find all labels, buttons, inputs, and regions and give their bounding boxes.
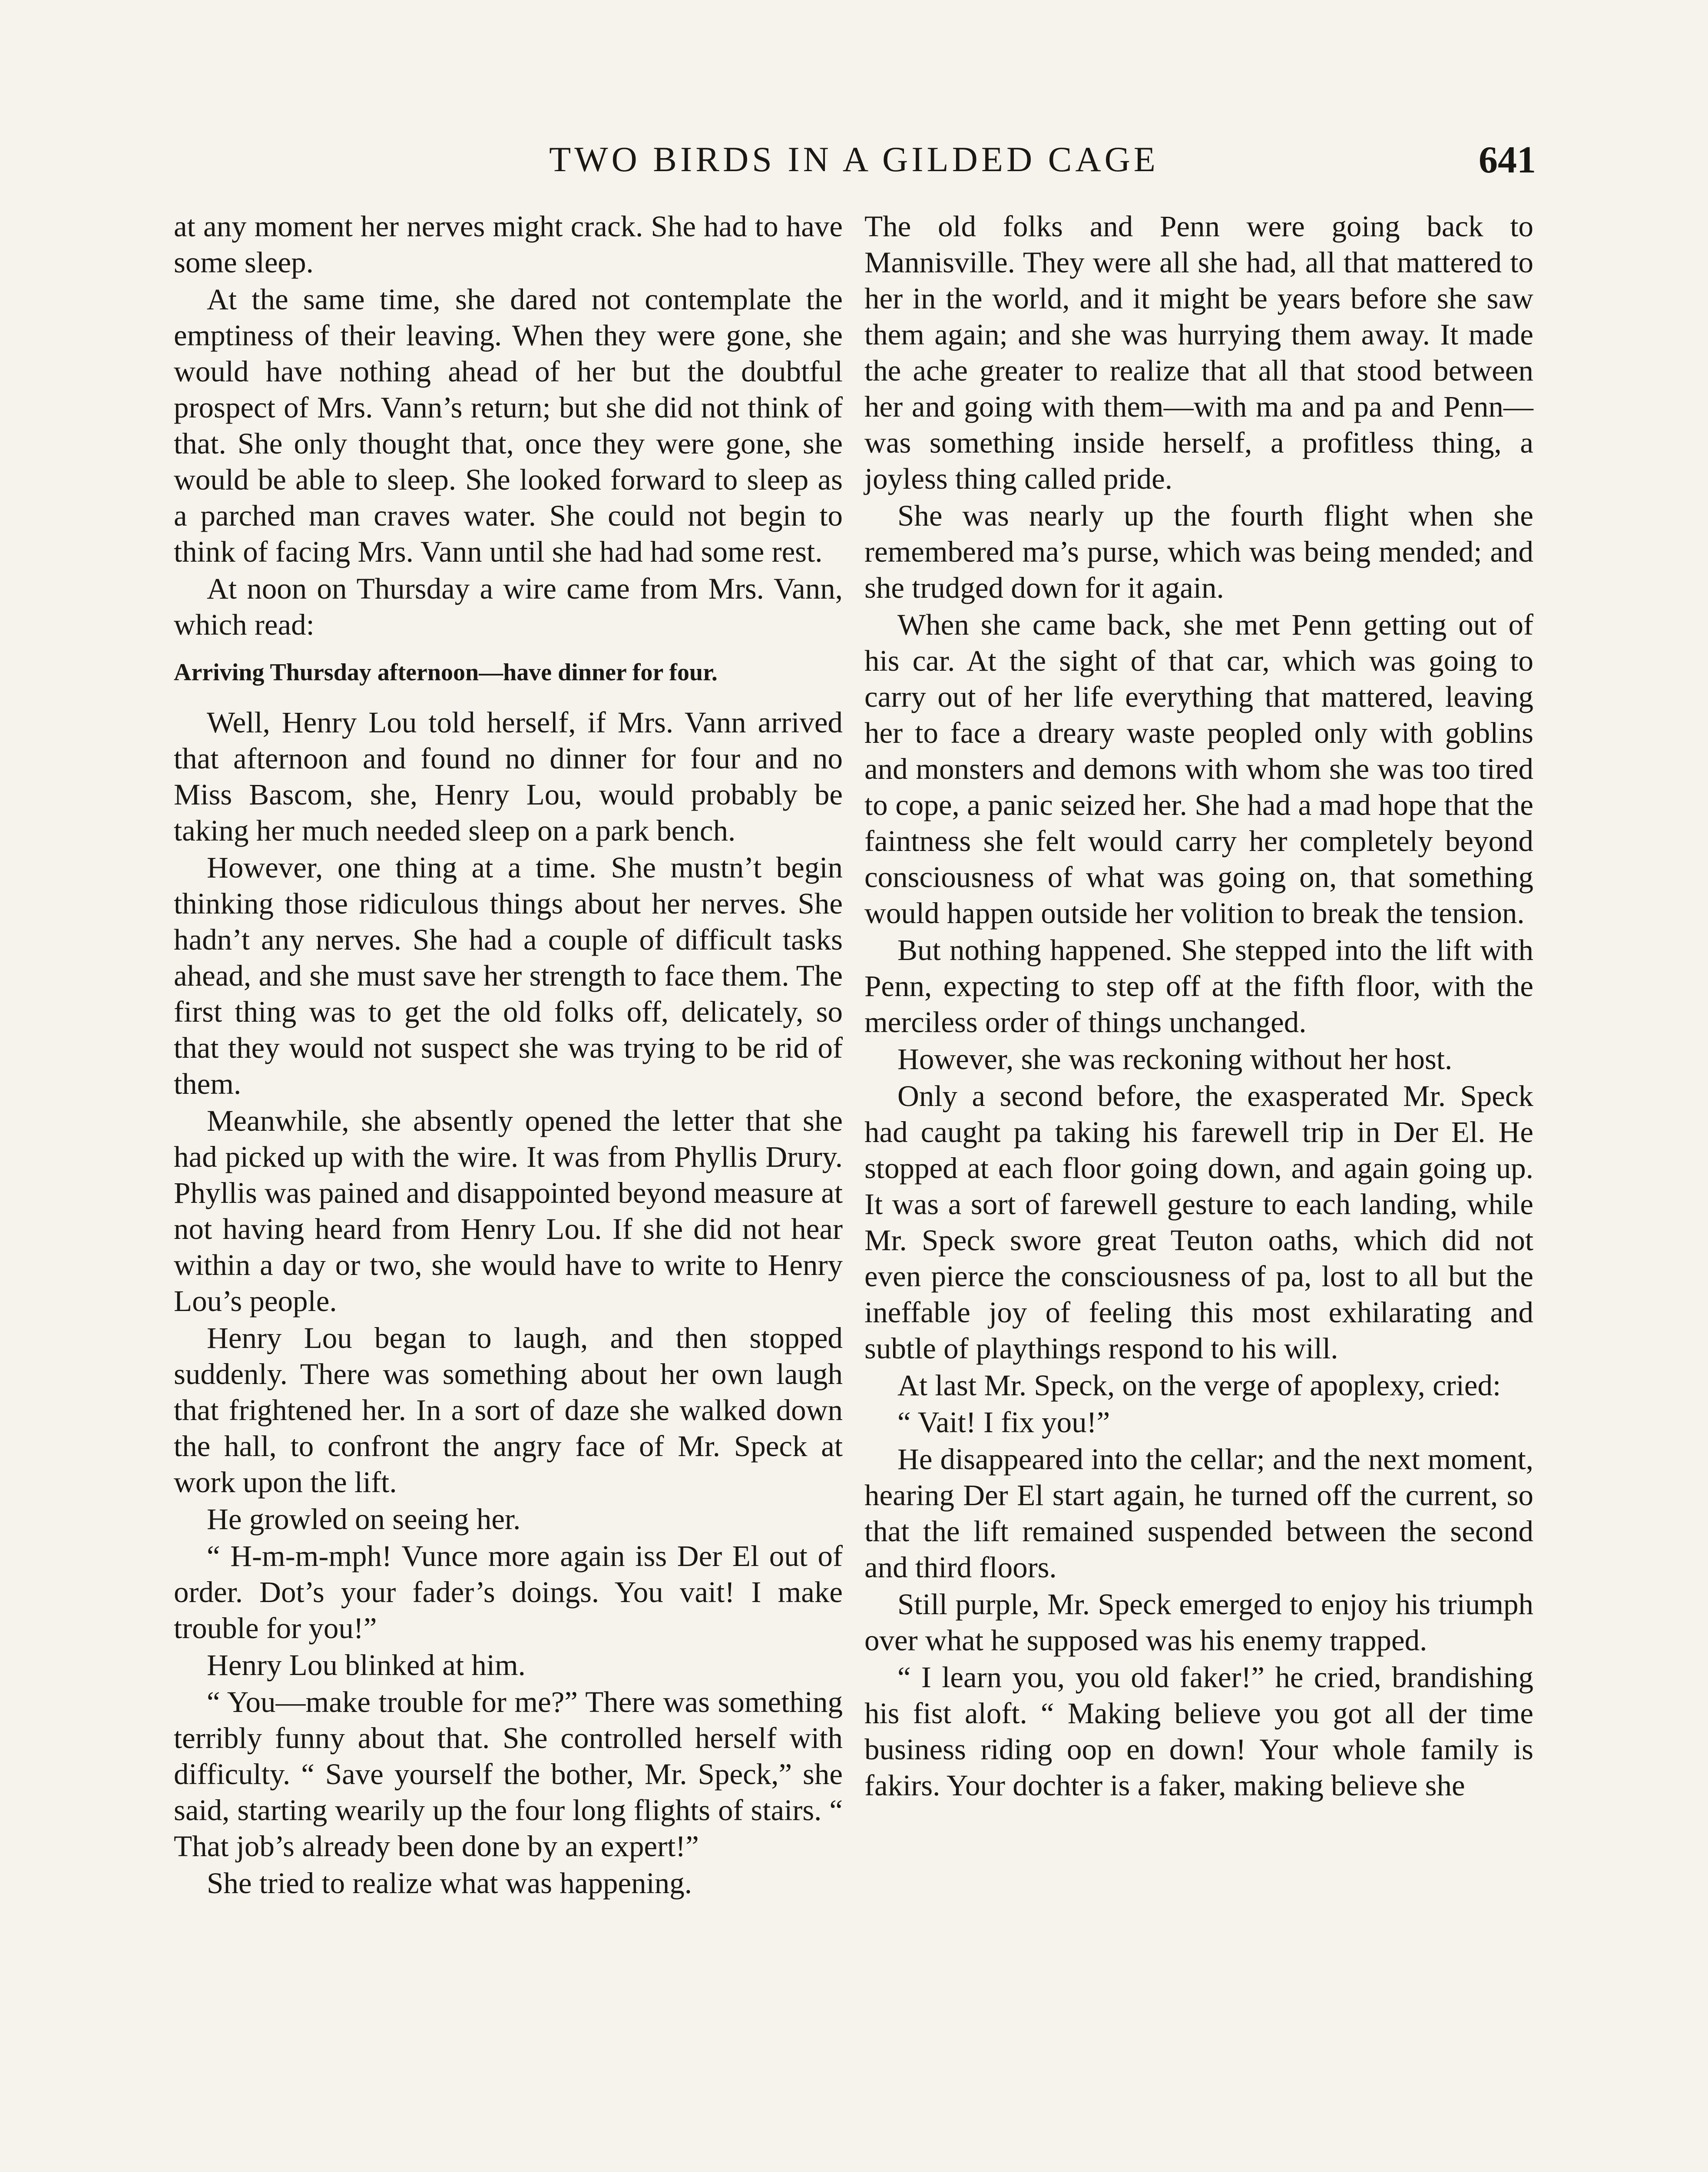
paragraph: “ H-m-m-mph! Vunce more again iss Der El out of order. Dot’s your fader’s doings. You vait! I make trouble for you!” xyxy=(174,1540,843,1645)
page-number: 641 xyxy=(1479,139,1536,181)
paragraph: Henry Lou began to laugh, and then stopped suddenly. There was something about her own laugh that frightened her. In a sort of daze she walked down the hall, to confront the angry face of Mr. Speck at work upon the lift. xyxy=(174,1321,843,1499)
paragraph: Only a second before, the exasperated Mr. Speck had caught pa taking his farewell trip in Der El. He stopped at each floor going down, and again going up. It was a sort of farewell gesture to each landing, while Mr. Speck swore great Teuton oaths, which did not even pierce the consciousness of pa, lost to all but the ineffable joy of feeling this most exhilarating and subtle of playthings respond to his will. xyxy=(864,1079,1533,1365)
paragraph: Meanwhile, she absently opened the letter that she had picked up with the wire. It was from Phyllis Drury. Phyllis was pained and disappointed beyond measure at not having heard from Henry Lou. If she did not hear within a day or two, she would have to write to Henry Lou’s people. xyxy=(174,1104,843,1318)
paragraph: At the same time, she dared not contemplate the emptiness of their leaving. When they were gone, she would have nothing ahead of her but the doubtful prospect of Mrs. Vann’s return; but she did not think of that. She only thought that, once they were gone, she would be able to sleep. She looked forward to sleep as a parched man craves water. She could not begin to think of facing Mrs. Vann until she had had some rest. xyxy=(174,283,843,568)
paragraph: She tried to realize what was happening. xyxy=(207,1867,692,1900)
page-header xyxy=(172,130,1536,200)
paragraph: “ You—make trouble for me?” There was something terribly funny about that. She controlled herself with difficulty. “ Save yourself the bother, Mr. Speck,” she said, starting wearily up the four long flights of stairs. “ That job’s already been done by an expert!” xyxy=(174,1685,843,1863)
right-column xyxy=(864,209,1533,1804)
paragraph: He growled on seeing her. xyxy=(207,1503,521,1536)
paragraph: Well, Henry Lou told herself, if Mrs. Vann arrived that afternoon and found no dinner for four and no Miss Bascom, she, Henry Lou, would probably be taking her much needed sleep on a park bench. xyxy=(174,706,843,847)
paragraph: At last Mr. Speck, on the verge of apoplexy, cried: xyxy=(897,1369,1501,1402)
paragraph: However, she was reckoning without her host. xyxy=(897,1043,1453,1076)
paragraph: Still purple, Mr. Speck emerged to enjoy his triumph over what he supposed was his enemy trapped. xyxy=(864,1588,1533,1657)
paragraph: At noon on Thursday a wire came from Mrs. Vann, which read: xyxy=(174,572,843,641)
running-title: TWO BIRDS IN A GILDED CAGE xyxy=(549,139,1159,179)
paragraph: However, one thing at a time. She mustn’t begin thinking those ridiculous things about her nerves. She hadn’t any nerves. She had a couple of difficult tasks ahead, and she must save her strength to face them. The first thing was to get the old folks off, delicately, so that they would not suspect she was trying to be rid of them. xyxy=(174,851,843,1100)
paragraph: at any moment her nerves might crack. She had to have some sleep. xyxy=(174,210,843,279)
paragraph: “ Vait! I fix you!” xyxy=(897,1406,1110,1439)
paragraph: Henry Lou blinked at him. xyxy=(207,1649,526,1682)
paragraph: But nothing happened. She stepped into the lift with Penn, expecting to step off at the fifth floor, with the merciless order of things unchanged. xyxy=(864,934,1533,1039)
telegram-text: Arriving Thursday afternoon—have dinner for four. xyxy=(174,659,718,686)
paragraph: When she came back, she met Penn getting out of his car. At the sight of that car, which was going to carry out of her life everything that mattered, leaving her to face a dreary waste peopled only with goblins and monsters and demons with whom she was too tired to cope, a panic seized her. She had a mad hope that the faintness she felt would carry her completely beyond consciousness of what was going on, that something would happen outside her volition to break the tension. xyxy=(864,608,1533,930)
paragraph: He disappeared into the cellar; and the next moment, hearing Der El start again, he turned off the current, so that the lift remained suspended between the second and third floors. xyxy=(864,1443,1533,1584)
left-column xyxy=(174,209,843,1902)
paragraph: The old folks and Penn were going back to Mannisville. They were all she had, all that mattered to her in the world, and it might be years before she saw them again; and she was hurrying them away. It made the ache greater to realize that all that stood between her and going with them—with ma and pa and Penn—was something inside herself, a profitless thing, a joyless thing called pride. xyxy=(864,210,1533,495)
paragraph: She was nearly up the fourth flight when she remembered ma’s purse, which was being mended; and she trudged down for it again. xyxy=(864,499,1533,604)
paragraph: “ I learn you, you old faker!” he cried, brandishing his fist aloft. “ Making believe you got all der time business riding oop en down! Your whole family is fakirs. Your dochter is a faker, making believe she xyxy=(864,1661,1533,1802)
